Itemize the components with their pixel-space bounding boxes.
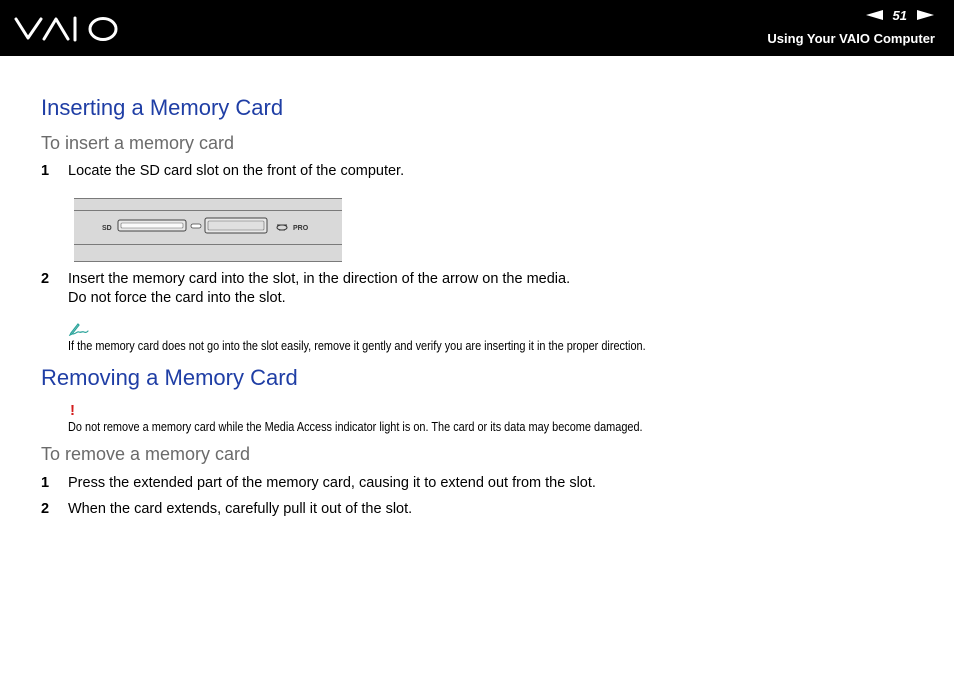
page-header bbox=[0, 0, 954, 56]
subheading-insert: To insert a memory card bbox=[41, 133, 235, 153]
heading-removing: Removing a Memory Card bbox=[41, 365, 298, 390]
heading-inserting: Inserting a Memory Card bbox=[41, 95, 284, 120]
pro-label: PRO bbox=[293, 225, 309, 232]
step-number: 2 bbox=[41, 501, 50, 517]
subheading-remove: To remove a memory card bbox=[41, 444, 251, 464]
next-page-icon[interactable] bbox=[917, 10, 934, 20]
step-text: Press the extended part of the memory card, causing it to extend out from the slot. bbox=[68, 475, 596, 491]
step-number: 1 bbox=[41, 475, 50, 491]
exclamation-icon: ! bbox=[70, 402, 75, 419]
sd-label: SD bbox=[102, 225, 112, 232]
step-text: Locate the SD card slot on the front of the computer. bbox=[68, 163, 405, 179]
sd-card-slot-illustration bbox=[74, 198, 342, 262]
step-number: 1 bbox=[41, 163, 50, 179]
step-text: Insert the memory card into the slot, in the direction of the arrow on the media. bbox=[68, 271, 571, 287]
step-text-line-2: Do not force the card into the slot. bbox=[68, 290, 286, 306]
page-number: 51 bbox=[892, 7, 907, 23]
previous-page-icon[interactable] bbox=[866, 10, 883, 20]
pencil-note-icon bbox=[68, 322, 90, 336]
vaio-logo bbox=[14, 15, 122, 43]
warning-text: Do not remove a memory card while the Media Access indicator light is on. The card or its data may become damaged. bbox=[68, 419, 643, 434]
section-title[interactable]: Using Your VAIO Computer bbox=[767, 31, 935, 46]
page-navigation bbox=[866, 7, 934, 23]
step-text: When the card extends, carefully pull it out of the slot. bbox=[68, 501, 413, 517]
step-number: 2 bbox=[41, 271, 50, 287]
note-text: If the memory card does not go into the slot easily, remove it gently and verify you are inserting it in the proper direction. bbox=[68, 338, 646, 353]
